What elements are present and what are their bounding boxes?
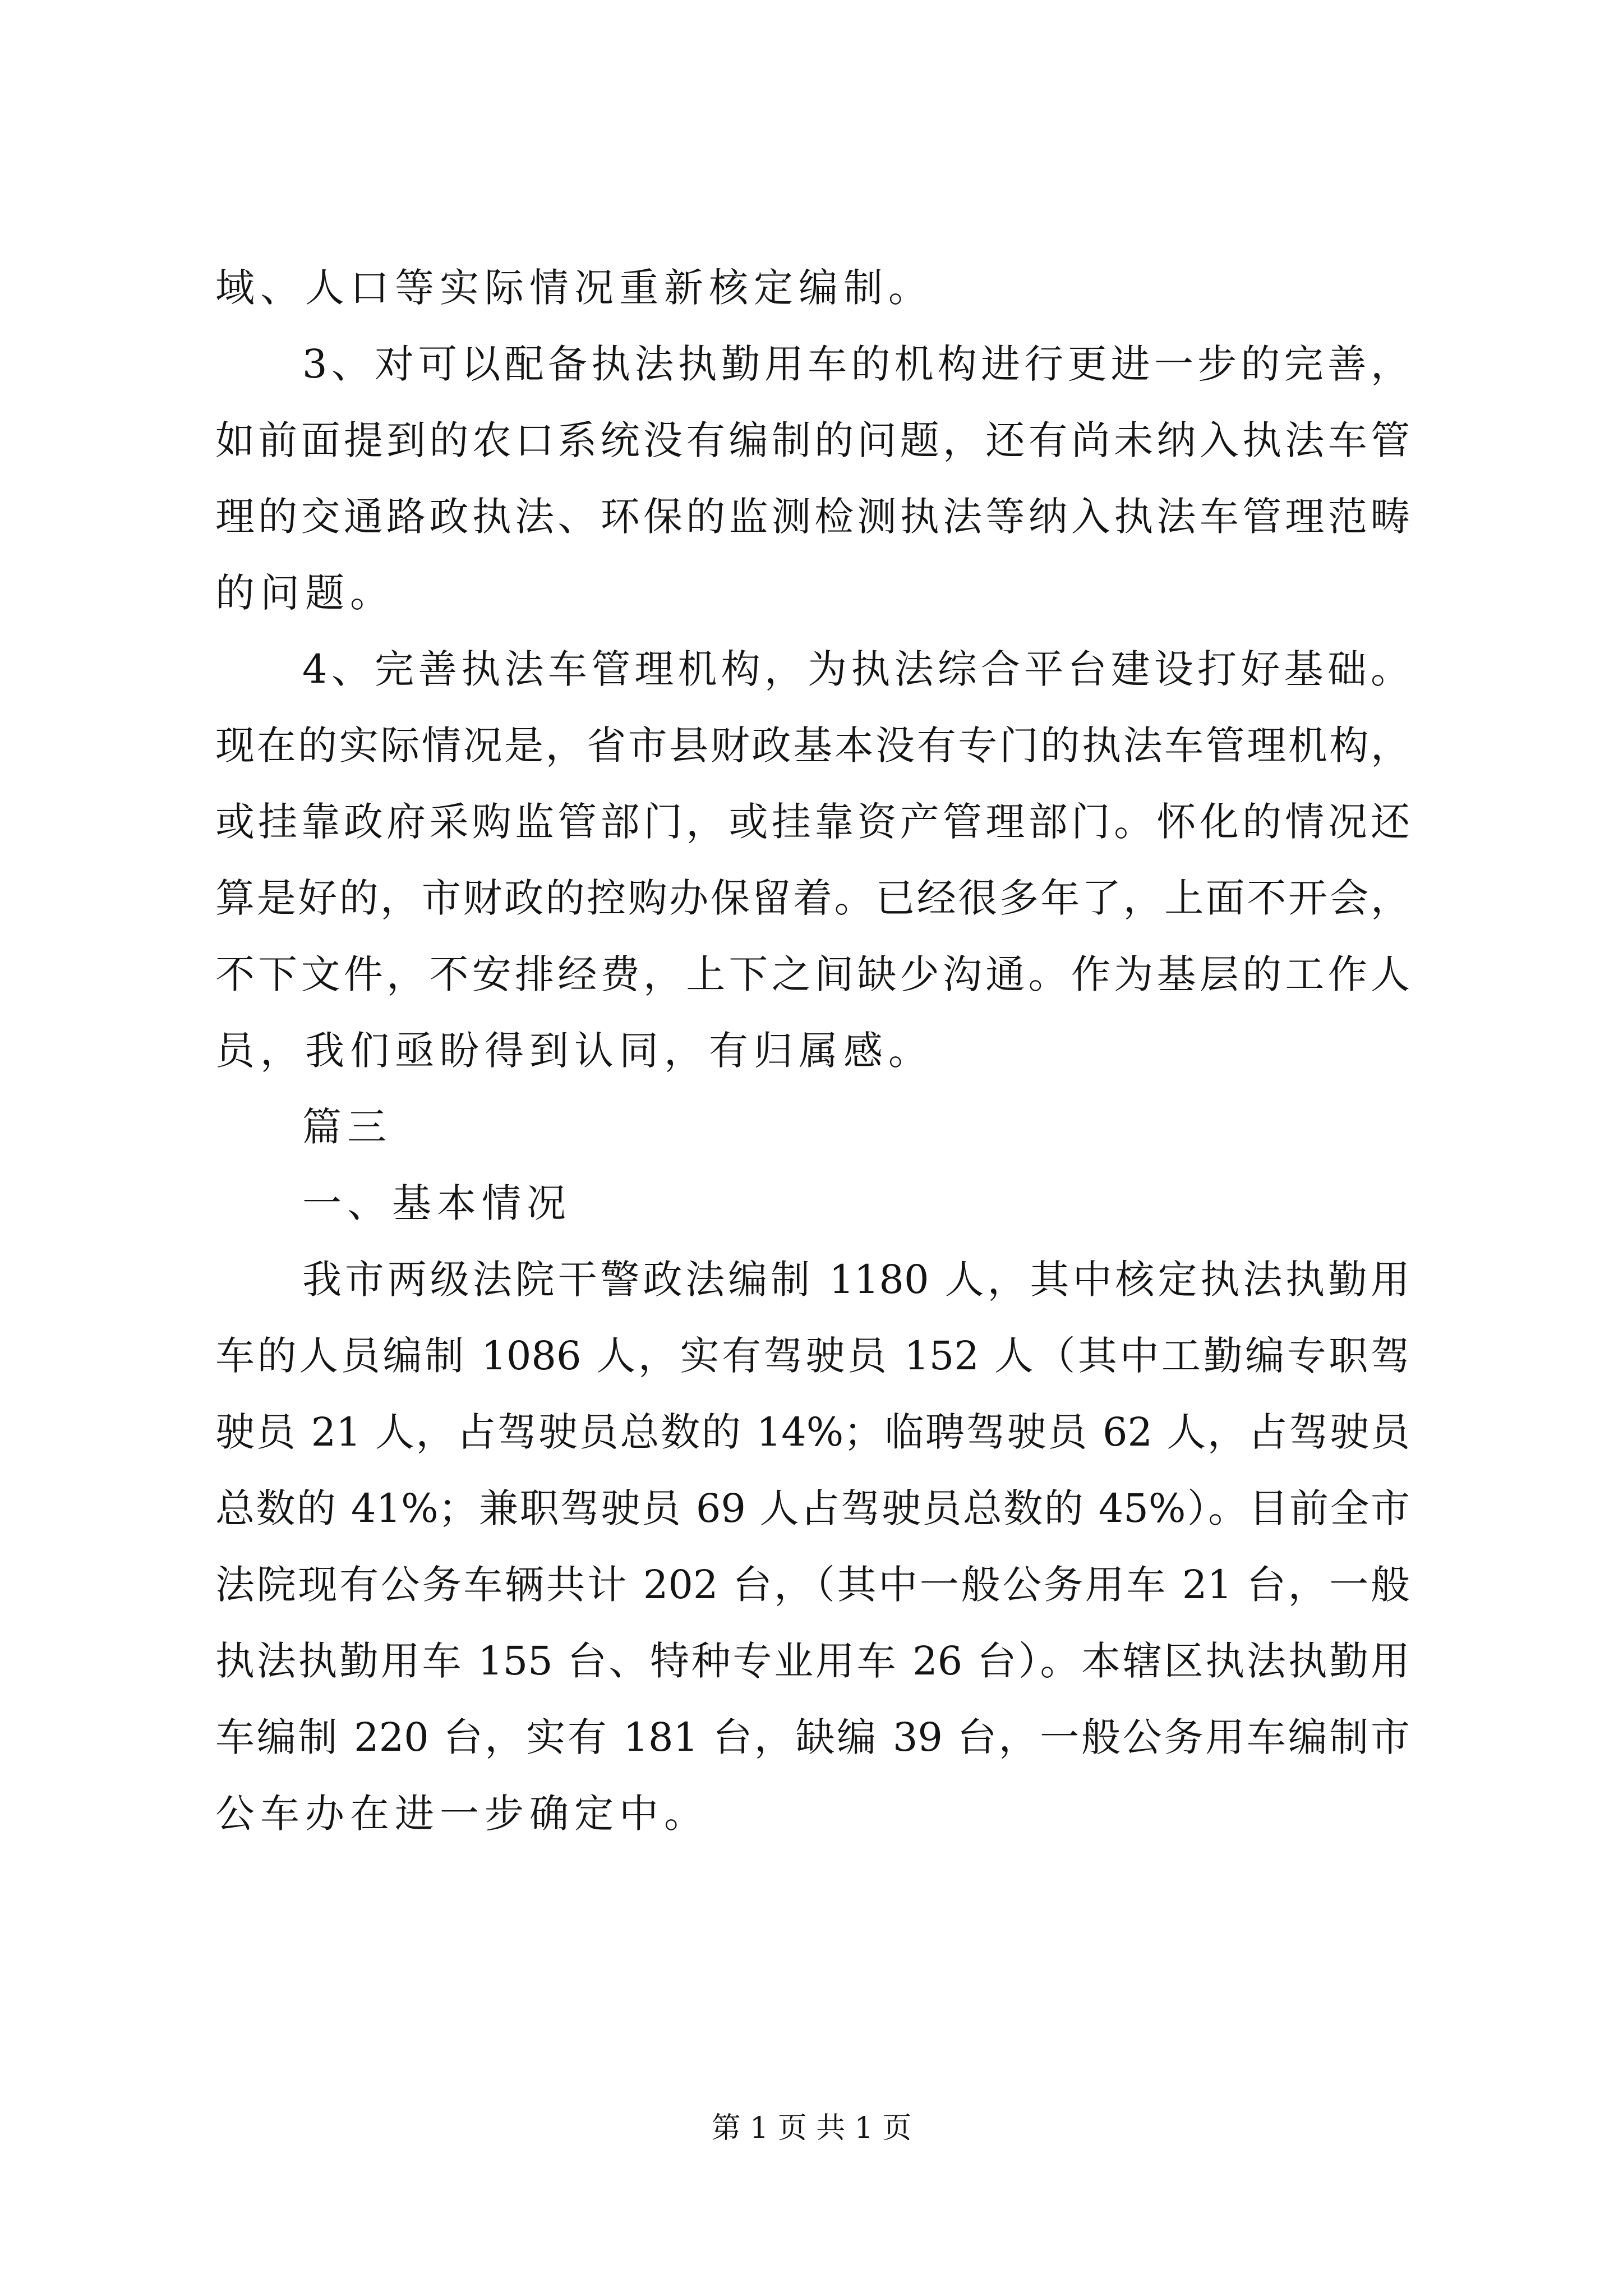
text-line: 域、人口等实际情况重新核定编制。 <box>215 265 933 311</box>
text-line: 现在的实际情况是，省市县财政基本没有专门的执法车管理机构， <box>215 723 1410 769</box>
text-line: 算是好的，市财政的控购办保留着。已经很多年了，上面不开会， <box>215 875 1410 921</box>
text-line: 车的人员编制 1086 人，实有驾驶员 152 人（其中工勤编专职驾 <box>215 1333 1410 1379</box>
text-line: 车编制 220 台，实有 181 台，缺编 39 台，一般公务用车编制市 <box>215 1714 1410 1760</box>
text-line: 驶员 21 人，占驾驶员总数的 14%；临聘驾驶员 62 人，占驾驶员 <box>215 1409 1410 1455</box>
paragraph-first-line: 4、完善执法车管理机构，为执法综合平台建设打好基础。 <box>302 646 1410 692</box>
text-line: 理的交通路政执法、环保的监测检测执法等纳入执法车管理范畴 <box>215 494 1410 540</box>
subsection-heading: 一、基本情况 <box>302 1180 571 1226</box>
text-line: 如前面提到的农口系统没有编制的问题，还有尚未纳入执法车管 <box>215 417 1410 463</box>
text-line: 的问题。 <box>215 570 395 616</box>
text-line: 公车办在进一步确定中。 <box>215 1791 709 1837</box>
text-line: 总数的 41%；兼职驾驶员 69 人占驾驶员总数的 45%）。目前全市 <box>215 1485 1410 1531</box>
text-line: 执法执勤用车 155 台、特种专业用车 26 台）。本辖区执法执勤用 <box>215 1638 1410 1684</box>
text-line: 或挂靠政府采购监管部门，或挂靠资产管理部门。怀化的情况还 <box>215 799 1410 845</box>
text-line: 法院现有公务车辆共计 202 台，（其中一般公务用车 21 台，一般 <box>215 1562 1410 1608</box>
paragraph-first-line: 3、对可以配备执法执勤用车的机构进行更进一步的完善， <box>302 341 1410 387</box>
section-heading: 篇三 <box>302 1104 392 1150</box>
page-number-footer: 第 1 页 共 1 页 <box>711 2111 912 2145</box>
text-line: 员，我们亟盼得到认同，有归属感。 <box>215 1028 933 1074</box>
paragraph-first-line: 我市两级法院干警政法编制 1180 人，其中核定执法执勤用 <box>302 1257 1410 1303</box>
text-line: 不下文件，不安排经费，上下之间缺少沟通。作为基层的工作人 <box>215 951 1410 997</box>
document-body <box>215 250 1410 1852</box>
